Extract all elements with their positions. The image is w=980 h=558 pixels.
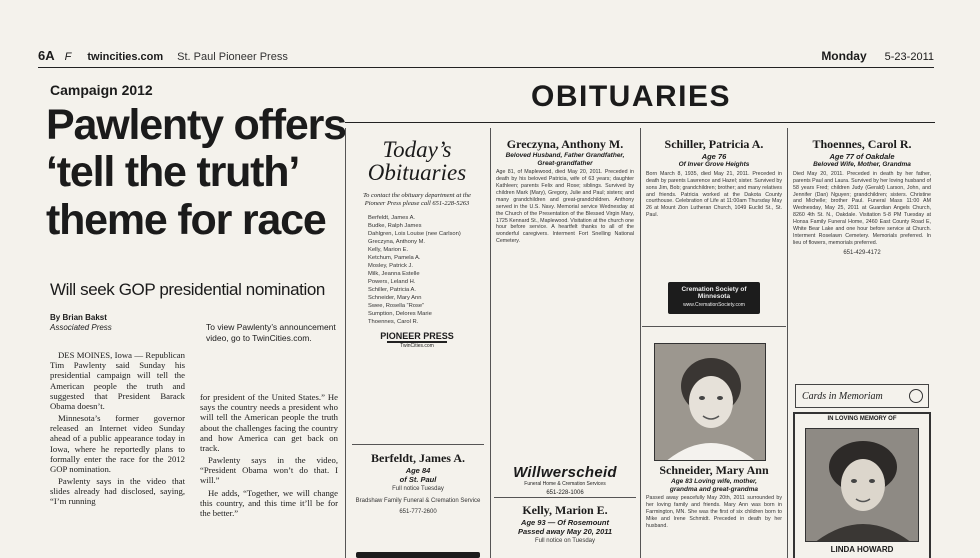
- notice-divider: [494, 497, 636, 498]
- story-column-2: [200, 392, 338, 520]
- funeral-home: Bradshaw Family Funeral & Cremation Service: [355, 497, 481, 504]
- funeral-home-phone: 651-228-1006: [546, 490, 584, 496]
- list-item: Schiller, Patricia A.: [368, 286, 417, 293]
- obituary-schneider: [646, 464, 782, 530]
- obituary-age: Age 76: [701, 151, 727, 161]
- todays-obituaries-title: Today’s Obituaries: [367, 137, 467, 185]
- notice-divider: [642, 326, 786, 327]
- obituary-body: Age 81, of Maplewood, died May 20, 2011. Preceded in death by his beloved Patricia, wife of 63 years; daughter Kathleen; parents Felix and Rose; siblings. Survived by children Mark (Mary), Gregory, Julie and Paul; sisters; and many grandchildren and great-grandchildren. Anthony served in the U.S. Navy. Memorial service Wednesday at the Church of the Presentation of the Blessed Virgin Mary, 1725 Kennard St., Maplewood. Visitation at the church one hour before service. A heartfelt thanks to all of the wonderful caregivers. Interment Fort Snelling National Cemetery.: [496, 169, 635, 245]
- obituary-note: Full notice Tuesday: [392, 485, 444, 492]
- obituary-body: Passed away peacefully May 20th, 2011 surrounded by her loving family and friends. Mary Ann was born in Farmington, MN. She was the first of six children born to Mike and Irene Schmidt. Preceded in death by her husband.: [646, 495, 782, 529]
- schneider-photo: [654, 343, 766, 461]
- obituary-tagline: Beloved Wife, Mother, Grandma: [813, 161, 911, 169]
- obituary-place: Of Inver Grove Heights: [678, 161, 750, 169]
- obituary-schiller: [646, 138, 782, 219]
- obituaries-banner: OBITUARIES: [531, 80, 732, 113]
- site-name: twincities.com: [87, 51, 164, 63]
- funeral-home-phone: 651-429-4172: [843, 249, 881, 256]
- cards-in-memoriam-title: Cards in Memoriam: [802, 390, 883, 402]
- obituary-age: Age 93 — Of Rosemount: [521, 517, 609, 527]
- list-item: Greczyna, Anthony M.: [368, 238, 426, 245]
- obituary-body: Died May 20, 2011. Preceded in death by her father, parents Paul and Laura. Survived by her loving husband of 58 years Fred; children Judy (Gerald) Larson, John, and Jennifer (Dan) Nguyen; grandchildren; sisters. Christine and Michelle; brother Paul. Funeral Mass 11:00 AM Wednesday, May 25, 2011 at Guardian Angels Church, 8260 4th St. N., Oakdale. Visitation 5-8 PM Tuesday at Honsa Family Funeral Home, 2460 East County Road E, White Bear Lake and one hour before service at Church. Interment Roselawn Cemetery. Memorials preferred. In lieu of flowers, memorials preferred.: [793, 170, 931, 246]
- obituary-passed: Passed away May 20, 2011: [517, 527, 613, 537]
- story-paragraph: Minnesota’s former governor released an Internet video Sunday ahead of a public appearance today in Iowa, where he reportedly plans to formally enter the race for the 2012 GOP nomination.: [50, 413, 185, 474]
- obituary-kelly: [496, 504, 634, 545]
- obituary-name: Schneider, Mary Ann: [659, 463, 769, 477]
- funeral-ad-strip: [356, 552, 480, 558]
- todays-obituaries-box: [350, 138, 484, 349]
- story-paragraph: Pawlenty says in the video, “President Obama won’t do that. I will.”: [200, 455, 338, 486]
- obituary-name: Kelly, Marion E.: [522, 503, 608, 517]
- story-kicker: Campaign 2012: [50, 82, 153, 98]
- memorial-emblem-icon: [909, 389, 923, 403]
- paper-name: St. Paul Pioneer Press: [177, 51, 288, 63]
- logo-site: TwinCities.com: [400, 342, 434, 349]
- column-divider: [787, 128, 788, 558]
- list-item: Sumption, Delores Marie: [368, 310, 432, 317]
- obituary-index-list: [350, 215, 484, 327]
- portrait-icon: [806, 429, 919, 542]
- column-divider: [345, 128, 346, 558]
- ad-site: www.CremationSociety.com: [683, 302, 745, 308]
- column-divider: [490, 128, 491, 558]
- list-item: Mosley, Patrick J.: [368, 262, 413, 269]
- obituary-age: Age 84: [405, 465, 431, 475]
- list-item: Thoennes, Carol R.: [368, 318, 419, 325]
- obituary-contact-note: To contact the obituary department at the Pioneer Press please call 651-228-5263: [363, 192, 471, 208]
- obituary-place: of St. Paul: [399, 475, 437, 485]
- willwerscheid-ad: [500, 464, 630, 496]
- list-item: Milk, Jeanna Estelle: [368, 270, 420, 277]
- memoriam-heading: IN LOVING MEMORY OF: [827, 416, 897, 422]
- portrait-icon: [655, 344, 766, 461]
- obituary-name: Thoennes, Carol R.: [812, 137, 912, 151]
- video-promo: To view Pawlenty’s announcement video, go to TwinCities.com.: [206, 322, 336, 344]
- story-paragraph: Pawlenty says in the video that slides already had disclosed, saying, “I’m running: [50, 476, 185, 507]
- obituary-age: Age 77 of Oakdale: [829, 151, 895, 161]
- story-paragraph: DES MOINES, Iowa — Republican Tim Pawlenty said Sunday his presidential campaign will tell the American people the truth and suggested that President Barack Obama doesn’t.: [50, 350, 185, 411]
- byline-author: By Brian Bakst: [50, 313, 107, 322]
- story-column-1: [50, 350, 185, 509]
- column-divider: [640, 128, 641, 558]
- funeral-home-phone: 651-777-2600: [399, 508, 437, 515]
- section-letter: F: [64, 51, 72, 63]
- story-byline: [50, 313, 112, 333]
- list-item: Swee, Rosella “Rose”: [368, 302, 425, 309]
- obituary-greczyna: [496, 138, 634, 245]
- pioneer-press-logo: [350, 331, 484, 349]
- page-number: 6A: [38, 48, 55, 63]
- obituary-berfeldt: [352, 452, 484, 516]
- obituary-age: Age 83 Loving wife, mother,: [671, 477, 757, 485]
- obituary-tagline: Beloved Husband, Father Grandfather, Great-grandfather: [505, 151, 625, 167]
- ad-name: Cremation Society of Minnesota: [681, 286, 747, 300]
- funeral-home-subtitle: Funeral Home & Cremation Services: [524, 481, 606, 487]
- story-headline: Pawlenty offers ‘tell the truth’ theme for race: [46, 101, 346, 244]
- header-day: Monday: [821, 49, 867, 63]
- list-item: Budke, Ralph James: [368, 222, 422, 229]
- obituary-thoennes: [793, 138, 931, 257]
- list-item: Dahlgren, Lois Louise (nee Carlson): [368, 230, 461, 237]
- obituary-name: Greczyna, Anthony M.: [506, 137, 624, 151]
- notice-divider: [352, 444, 484, 445]
- logo-text: PIONEER PRESS: [380, 330, 454, 341]
- byline-agency: Associated Press: [50, 323, 112, 332]
- story-paragraph: He adds, “Together, we will change this country, and this time it’ll be for the better.”: [200, 487, 338, 518]
- memoriam-photo: [805, 428, 919, 542]
- list-item: Berfeldt, James A.: [368, 214, 416, 221]
- obituary-note: Full notice on Tuesday: [534, 537, 596, 544]
- story-paragraph: for president of the United States.” He says the country needs a president who will tell the American people the truth about the challenges facing the country and how America can get back on track.: [200, 392, 338, 453]
- list-item: Powers, Leland H.: [368, 278, 416, 285]
- list-item: Kelly, Marion E.: [368, 246, 409, 253]
- list-item: Ketchum, Pamela A.: [368, 254, 421, 261]
- funeral-home-logo: Willwerscheid: [513, 464, 617, 481]
- memoriam-name: LINDA HOWARD: [830, 545, 894, 554]
- cards-in-memoriam-header: [795, 384, 929, 408]
- page-header: [38, 44, 934, 68]
- obituary-name: Schiller, Patricia A.: [664, 137, 764, 151]
- cremation-society-ad: [668, 282, 760, 314]
- obituary-tagline: grandma and great-grandma: [669, 485, 759, 493]
- obituary-name: Berfeldt, James A.: [371, 451, 465, 465]
- section-rule: [345, 122, 935, 123]
- obituary-body: Born March 8, 1935, died May 21, 2011. Preceded in death by parents Lawrence and Hazel; sister. Survived by sons Jim, Bob; grandchildren; brother; and many relatives and friends. Patricia worked at the Dakota County courthouse. Celebration of Life at 11:00am Thursday May 26 at Mount Zion Lutheran Church, 1049 Euclid St., St. Paul.: [646, 170, 782, 219]
- header-date: 5-23-2011: [884, 51, 934, 63]
- story-subhead: Will seek GOP presidential nomination: [50, 280, 325, 299]
- list-item: Schneider, Mary Ann: [368, 294, 422, 301]
